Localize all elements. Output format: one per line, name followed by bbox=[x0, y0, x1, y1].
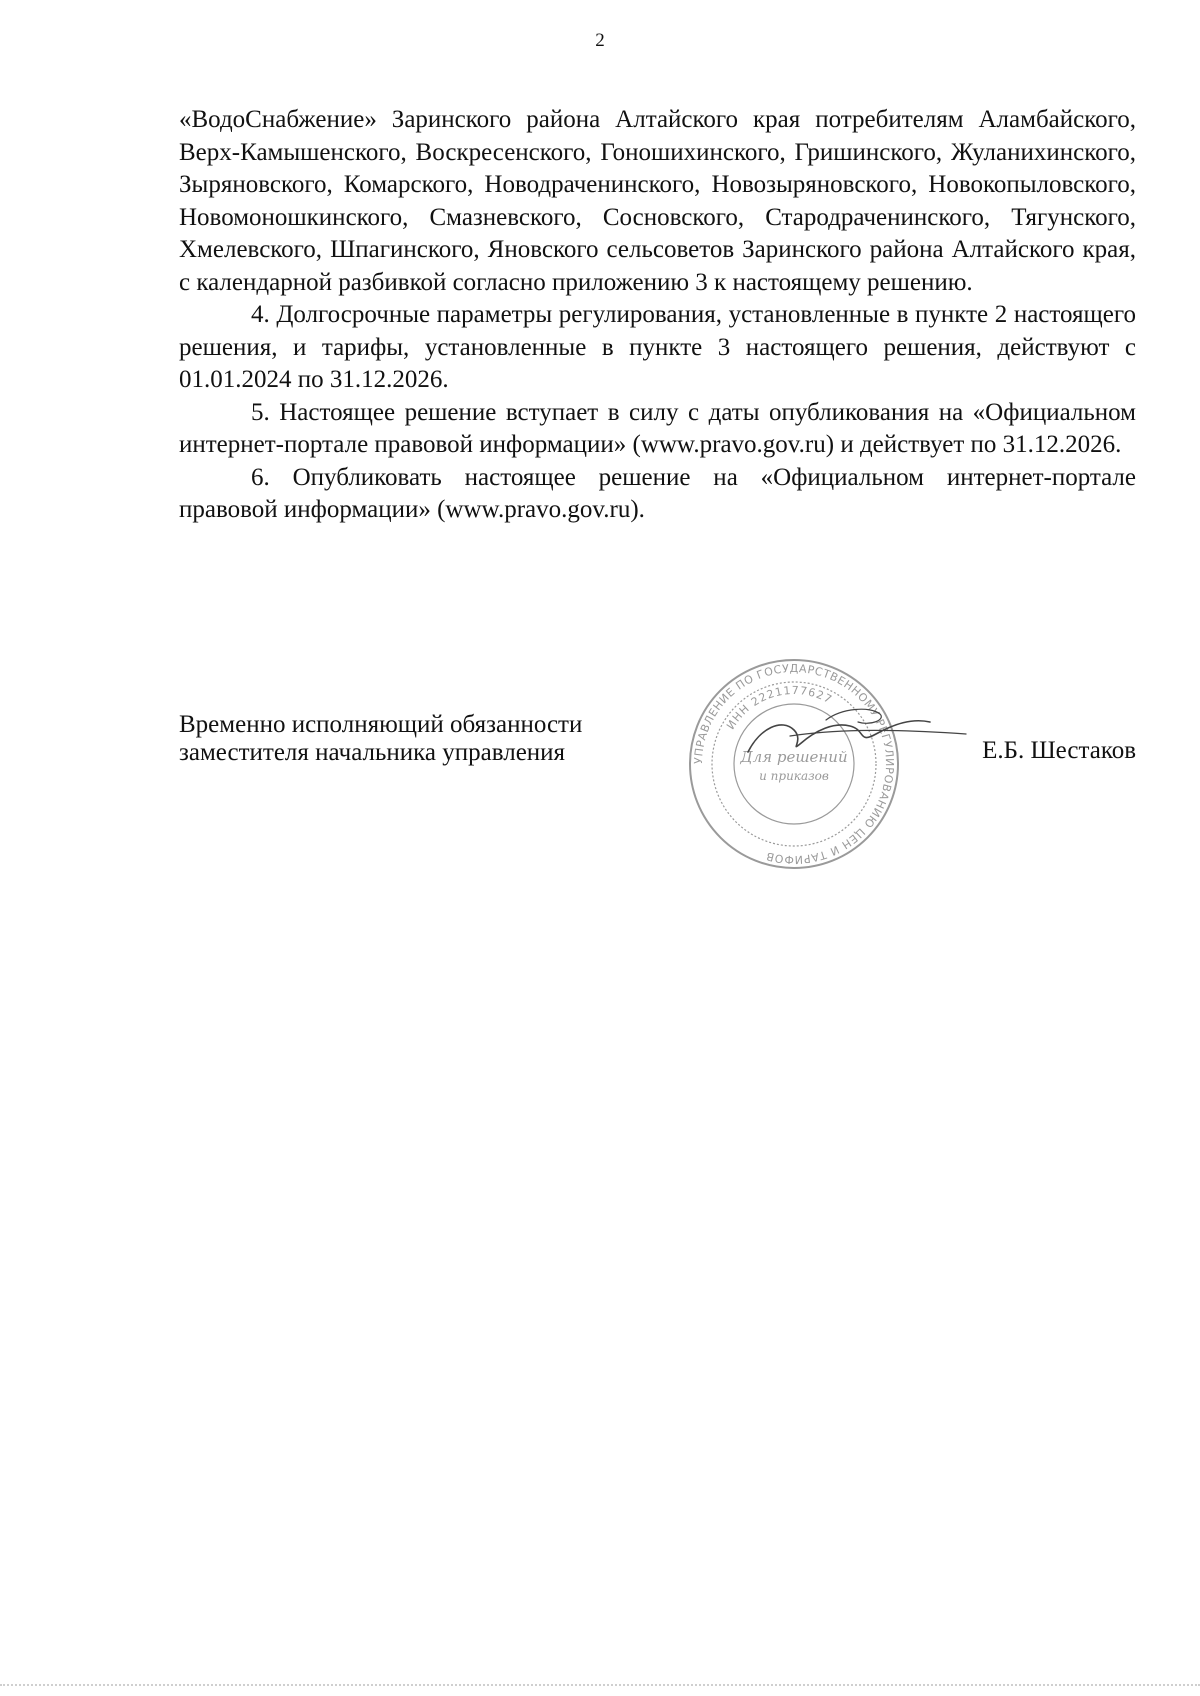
paragraph-item-4: 4. Долгосрочные параметры регулирования, установленные в пункте 2 настоящего решения, и тарифы, установленные в пункте 3 настоящего решения, действуют с 01.01.2024 по 31.12.2026. bbox=[179, 301, 1136, 393]
seal-center-line1: Для решений bbox=[740, 748, 848, 766]
handwritten-signature bbox=[730, 700, 970, 770]
signer-name: Е.Б. Шестаков bbox=[982, 737, 1136, 764]
document-body bbox=[179, 104, 1136, 527]
paragraph-item-5: 5. Настоящее решение вступает в силу с даты опубликования на «Официальном интернет-портале правовой информации» (www.pravo.gov.ru) и действует по 31.12.2026. bbox=[179, 398, 1136, 458]
signature-stroke-loop bbox=[826, 709, 881, 723]
signature-stroke-main bbox=[748, 721, 930, 752]
page-number: 2 bbox=[595, 30, 605, 51]
signatory-position bbox=[179, 711, 582, 767]
seal-outer-text: УПРАВЛЕНИЕ ПО ГОСУДАРСТВЕННОМУ РЕГУЛИРОВАНИЮ ЦЕН И ТАРИФОВ bbox=[691, 661, 897, 867]
seal-center-line2: и приказов bbox=[759, 769, 829, 783]
signatory-position-line1: Временно исполняющий обязанности bbox=[179, 711, 583, 738]
seal-inn-text: ИНН 2221177627 bbox=[724, 683, 835, 732]
scan-edge-line bbox=[0, 1684, 1200, 1686]
paragraph-item-6: 6. Опубликовать настоящее решение на «Официальном интернет-портале правовой информации» (www.pravo.gov.ru). bbox=[179, 463, 1136, 523]
paragraph-continuation: «ВодоСнабжение» Заринского района Алтайского края потребителям Аламбайского, Верх-Камышенского, Воскресенского, Гоношихинского, Гришинского, Жуланихинского, Зыряновского, Комарского, Новодраченинского, Новозыряновского, Новокопыловского, Новомоношкинского, Смазневского, Сосновского, Стародраченинского, Тягунского, Хмелевского, Шпагинского, Яновского сельсоветов Заринского района Алтайского края, с календарной разбивкой согласно приложению 3 к настоящему решению. bbox=[179, 106, 1136, 296]
signatory-position-line2: заместителя начальника управления bbox=[179, 739, 566, 766]
